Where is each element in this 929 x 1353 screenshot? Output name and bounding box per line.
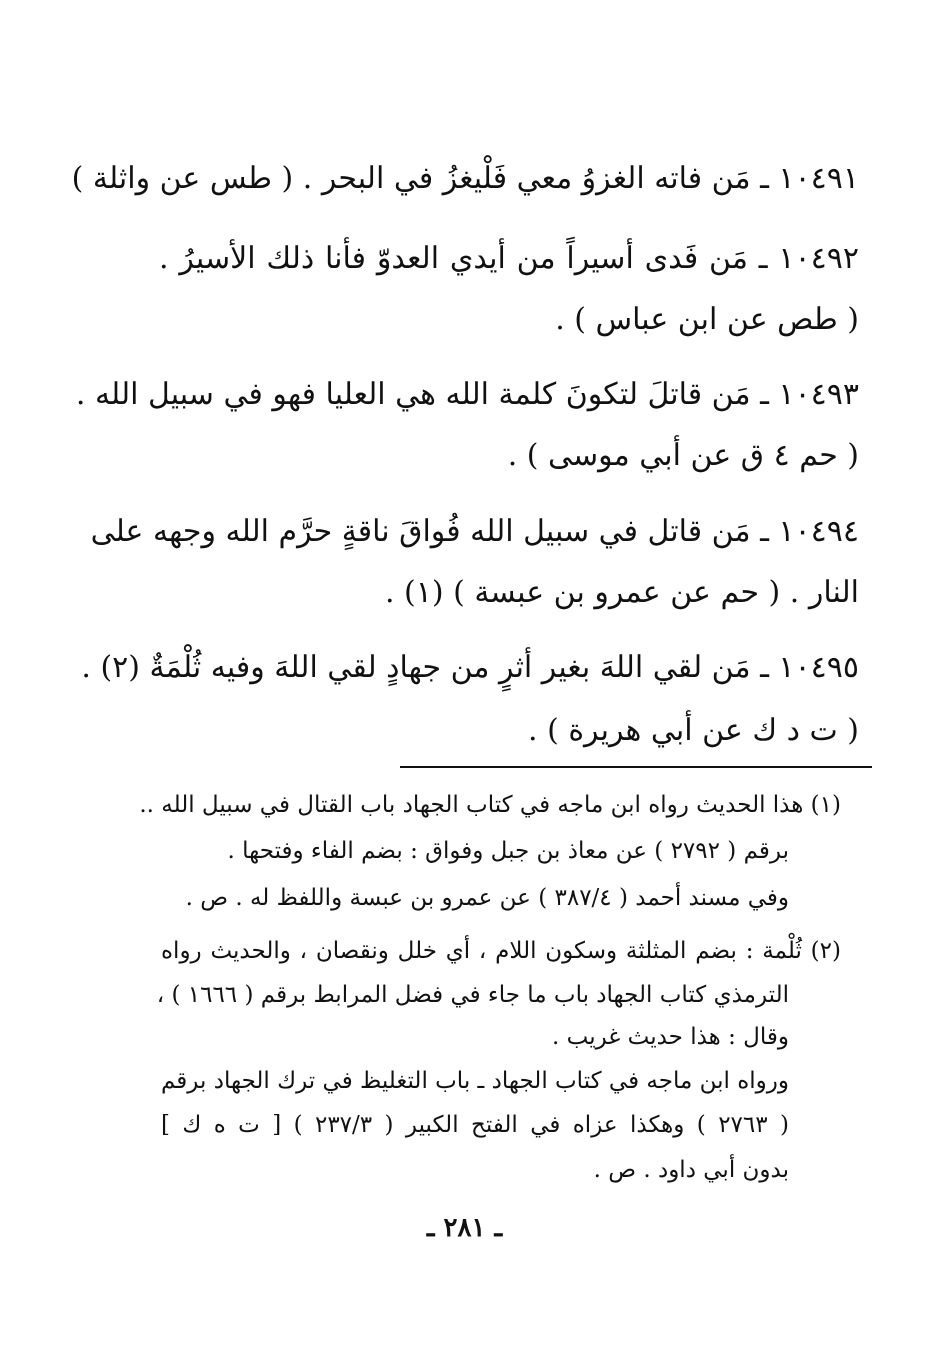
footnote-1-line-3: وفي مسند أحمد ( ٣٨٧/٤ ) عن عمرو بن عبسة واللفظ له . ص .	[185, 885, 789, 911]
hadith-10494-line-2: النار . ( حم عن عمرو بن عبسة ) (١) .	[384, 575, 859, 610]
page-number: ـ ٢٨١ ـ	[426, 1213, 503, 1243]
footnote-1-line-1: (١) هذا الحديث رواه ابن ماجه في كتاب الجهاد باب القتال في سبيل الله ..	[139, 792, 841, 818]
footnote-2-line-3: وقال : هذا حديث غريب .	[551, 1024, 789, 1050]
footnote-2-line-1: (٢) ثُلْمة : بضم المثلثة وسكون اللام ، أي خلل ونقصان ، والحديث رواه	[161, 938, 841, 964]
hadith-10493-line-1: ١٠٤٩٣ ـ مَن قاتلَ لتكونَ كلمة الله هي العليا فهو في سبيل الله .	[75, 377, 859, 412]
hadith-10494-line-1: ١٠٤٩٤ ـ مَن قاتل في سبيل الله فُواقَ ناقةٍ حرَّم الله وجهه على	[90, 514, 859, 549]
hadith-10495-line-2: ( ت د ك عن أبي هريرة ) .	[528, 713, 859, 748]
footnote-separator	[400, 766, 872, 768]
footnote-2-line-4: ورواه ابن ماجه في كتاب الجهاد ـ باب التغليظ في ترك الجهاد برقم	[161, 1068, 789, 1094]
hadith-10491-line-1: ١٠٤٩١ ـ مَن فاته الغزوُ معي فَلْيغزُ في البحر . ( طس عن واثلة )	[71, 161, 859, 196]
hadith-10492-line-2: ( طص عن ابن عباس ) .	[555, 302, 859, 337]
hadith-10495-line-1: ١٠٤٩٥ ـ مَن لقي اللهَ بغير أثرٍ من جهادٍ لقي اللهَ وفيه ثُلْمَةٌ (٢) .	[81, 650, 859, 685]
footnote-1-line-2: برقم ( ٢٧٩٢ ) عن معاذ بن جبل وفواق : بضم الفاء وفتحها .	[227, 838, 789, 864]
footnote-2-line-6: بدون أبي داود . ص .	[593, 1157, 789, 1183]
hadith-10492-line-1: ١٠٤٩٢ ـ مَن فَدى أسيراً من أيدي العدوّ فأنا ذلك الأسيرُ .	[159, 241, 859, 276]
footnote-2-line-2: الترمذي كتاب الجهاد باب ما جاء في فضل المرابط برقم ( ١٦٦٦ ) ،	[156, 982, 789, 1008]
hadith-10493-line-2: ( حم ٤ ق عن أبي موسى ) .	[507, 438, 859, 473]
footnote-2-line-5: ( ٢٧٦٣ ) وهكذا عزاه في الفتح الكبير ( ٢٣٧/٣ ) [ ت ه ك ]	[161, 1112, 789, 1138]
